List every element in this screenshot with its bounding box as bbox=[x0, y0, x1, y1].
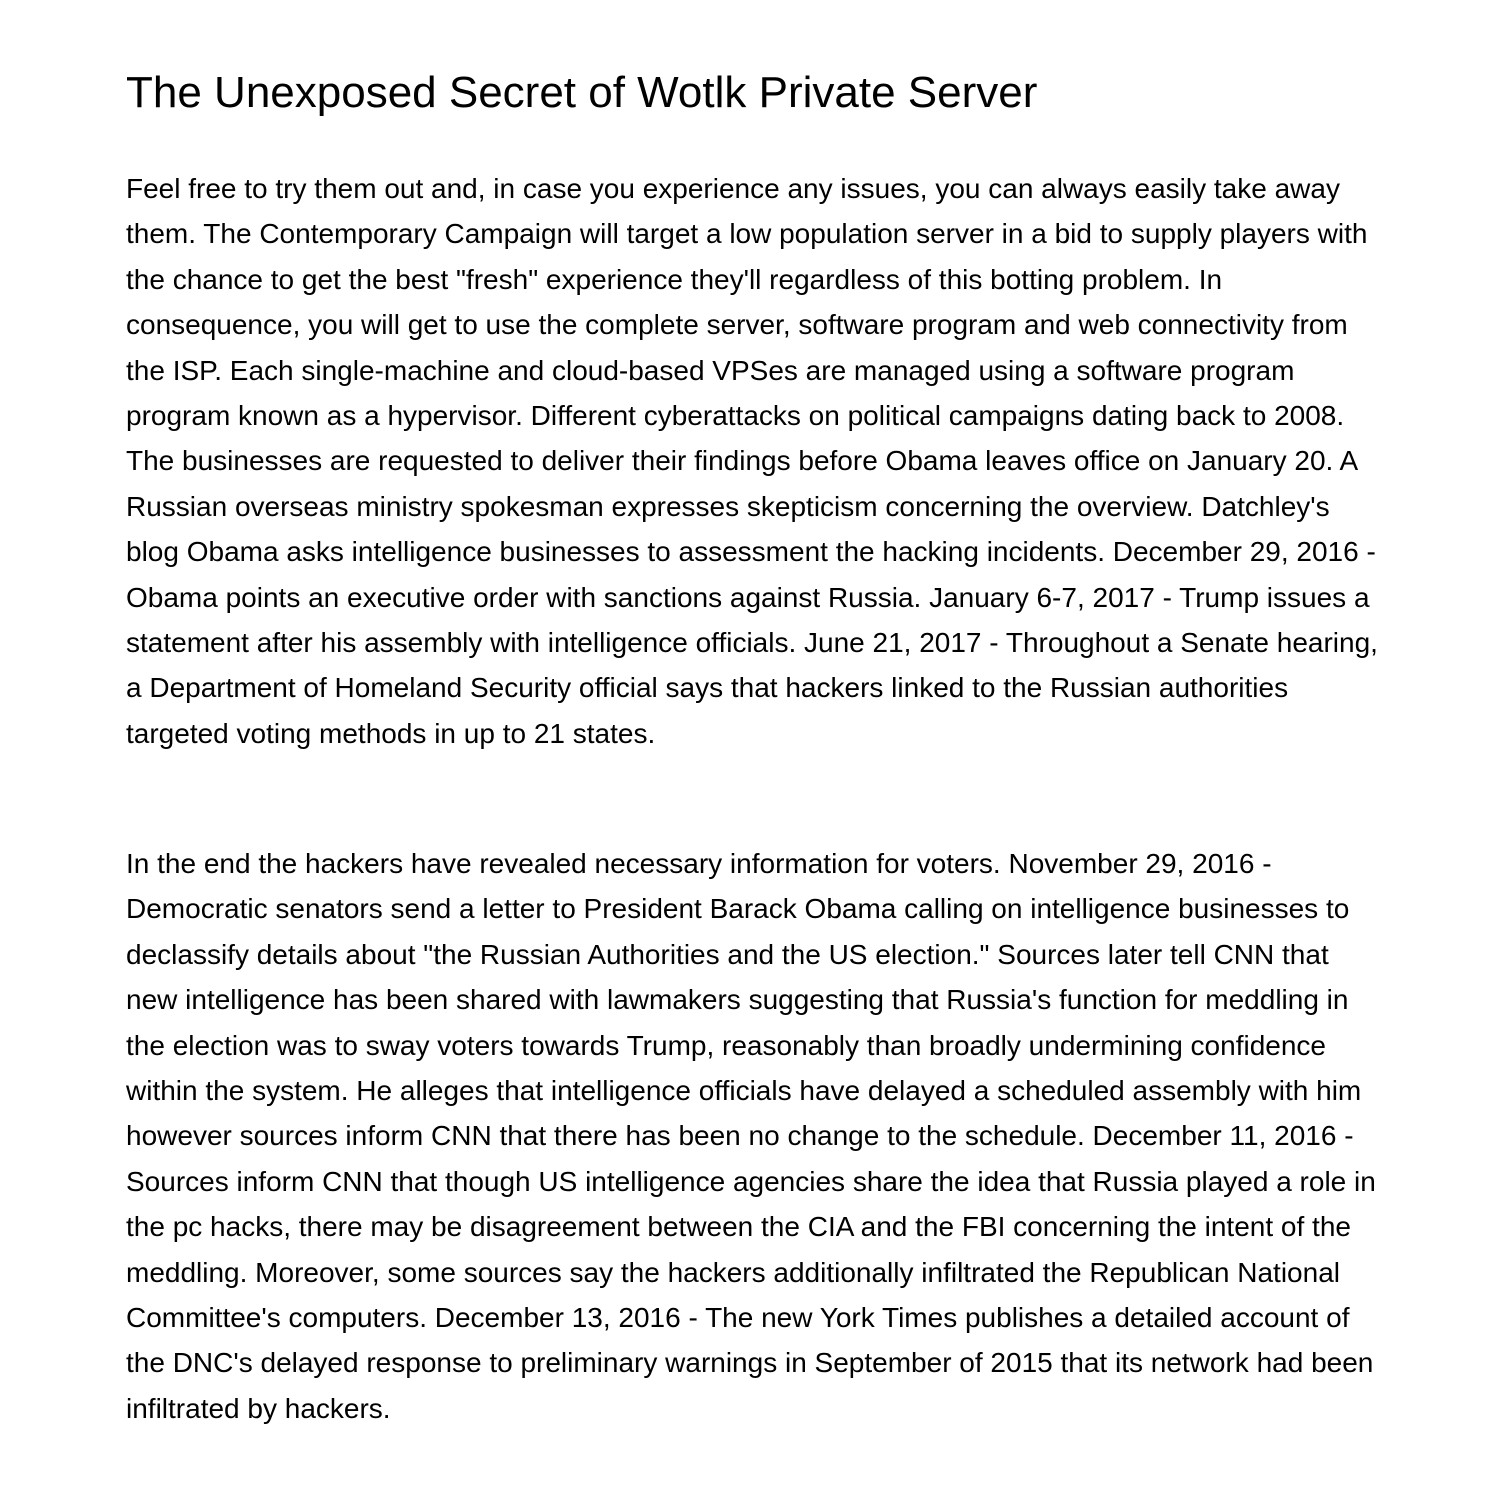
paragraph-1: Feel free to try them out and, in case you experience any issues, you can always easily take away them. The Contemporary Campaign will target a low population server in a bid to supply players with the chance to get the best "fresh" experience they'll regardless of this botting problem. In consequence, you will get to use the complete server, software program and web connectivity from the ISP. Each single-machine and cloud-based VPSes are managed using a software program program known as a hypervisor. Different cyberattacks on political campaigns dating back to 2008. The businesses are requested to deliver their findings before Obama leaves office on January 20. A Russian overseas ministry spokesman expresses skepticism concerning the overview. Datchley's blog Obama asks intelligence businesses to assessment the hacking incidents. December 29, 2016 - Obama points an executive order with sanctions against Russia. January 6-7, 2017 - Trump issues a statement after his assembly with intelligence officials. June 21, 2017 - Throughout a Senate hearing, a Department of Homeland Security official says that hackers linked to the Russian authorities targeted voting methods in up to 21 states. bbox=[126, 173, 1378, 749]
document-title: The Unexposed Secret of Wotlk Private Server bbox=[126, 68, 1038, 117]
paragraph-2: In the end the hackers have revealed necessary information for voters. November 29, 2016 - Democratic senators send a letter to President Barack Obama calling on intelligence businesses to declassify details about "the Russian Authorities and the US election." Sources later tell CNN that new intelligence has been shared with lawmakers suggesting that Russia's function for meddling in the election was to sway voters towards Trump, reasonably than broadly undermining confidence within the system. He alleges that intelligence officials have delayed a scheduled assembly with him however sources inform CNN that there has been no change to the schedule. December 11, 2016 - Sources inform CNN that though US intelligence agencies share the idea that Russia played a role in the pc hacks, there may be disagreement between the CIA and the FBI concerning the intent of the meddling. Moreover, some sources say the hackers additionally infiltrated the Republican National Committee's computers. December 13, 2016 - The new York Times publishes a detailed account of the DNC's delayed response to preliminary warnings in September of 2015 that its network had been infiltrated by hackers. bbox=[126, 848, 1376, 1424]
